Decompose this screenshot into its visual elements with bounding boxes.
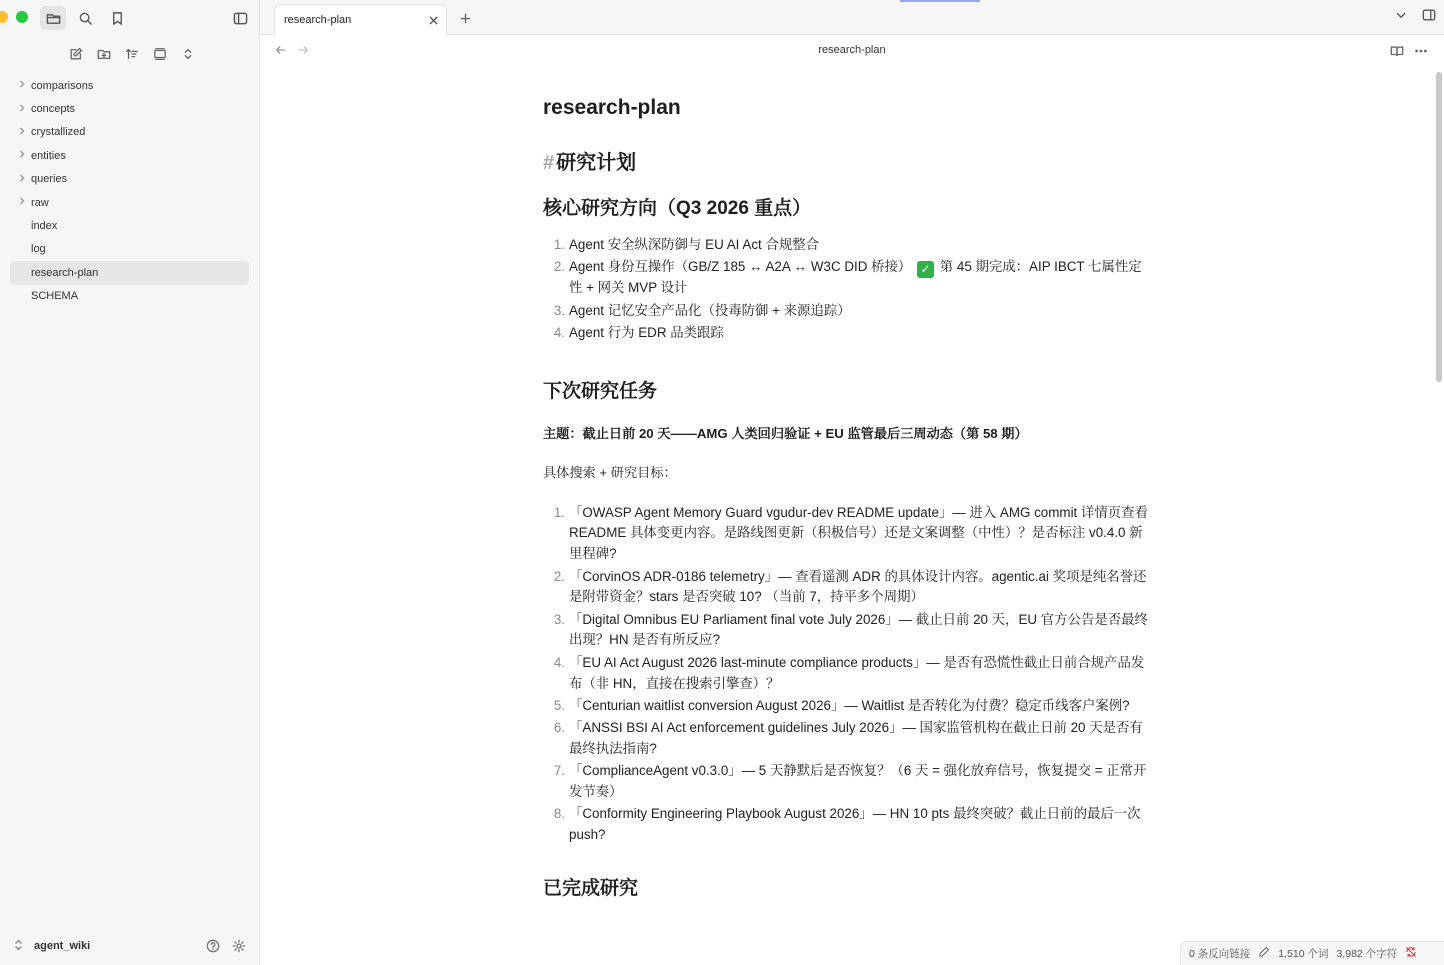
list-number: 6. [553,720,565,736]
tree-item-label: raw [31,196,49,209]
backlinks-count[interactable]: 0 条反向链接 [1189,948,1251,960]
tree-item-label: concepts [31,103,76,116]
chevrons-up-down-icon [14,939,30,954]
list-item-text: Agent 行为 EDR 品类跟踪 [569,324,724,340]
search-tab-button[interactable] [72,6,98,30]
tree-file-index[interactable] [10,214,249,237]
chevron-right-icon [18,174,31,185]
chevron-right-icon [18,150,31,161]
character-count: 3,982 个字符 [1336,948,1398,960]
heading-next-tasks: 下次研究任务 [543,380,658,402]
view-header [260,36,1444,66]
list-item [543,503,1148,565]
folder-icon [46,11,61,26]
expand-collapse-button[interactable] [174,42,201,66]
list-number: 2. [553,568,565,584]
check-mark-icon: ✓ [917,261,934,278]
file-tree [10,74,249,308]
inline-title[interactable]: research-plan [543,96,681,119]
pencil-icon [1258,946,1270,958]
list-number: 1. [553,237,565,252]
tree-file-schema[interactable] [10,285,249,308]
status-bar [1180,941,1444,965]
list-number: 3. [553,302,565,318]
tree-file-log[interactable] [10,238,249,261]
chevron-right-icon [18,197,31,208]
view-title[interactable]: research-plan [818,44,886,56]
list-number: 1. [553,504,565,520]
edit-icon [69,47,83,61]
gear-icon [232,939,246,953]
file-explorer-actions [62,42,201,66]
word-count: 1,510 个词 [1278,948,1329,960]
tree-folder-raw[interactable] [10,191,249,214]
list-item [543,610,1148,652]
vault-name: agent_wiki [34,940,91,952]
list-item-text: 「ANSSI BSI AI Act enforcement guidelines July 2026」— 国家监管机构在截止日前 20 天是否有最终执法指南? [569,720,1143,756]
minimize-button[interactable] [0,11,8,23]
tree-item-label: crystallized [31,126,86,139]
sidebar-left-icon [233,11,248,26]
loading-indicator [900,0,980,2]
sort-icon [125,47,139,61]
list-item [543,696,1148,717]
close-icon [429,16,438,25]
tab-bar [260,0,1444,35]
help-icon [206,939,220,953]
heading-completed-research: 已完成研究 [543,877,639,899]
editor-scrollbar[interactable] [1436,72,1442,382]
chevron-right-icon [18,127,31,138]
more-horizontal-icon [1414,44,1428,58]
list-number: 7. [553,763,565,779]
tree-item-label: comparisons [31,79,94,92]
list-item [543,235,1148,256]
editing-mode-button[interactable] [1258,946,1270,961]
list-item-text: 「ComplianceAgent v0.3.0」— 5 天静默后是否恢复？（6 天 = 强化放弃信号，恢复提交 = 正常开发节奏） [569,763,1147,800]
new-tab-button[interactable] [456,9,474,27]
reading-view-button[interactable] [1390,44,1404,63]
tree-folder-crystallized[interactable] [10,121,249,144]
sync-status-button[interactable] [1405,946,1417,961]
tree-item-label: index [31,220,58,233]
list-number: 4. [553,654,565,670]
list-item [543,653,1148,695]
list-item [543,761,1148,803]
reveal-file-icon [153,47,167,61]
auto-reveal-button[interactable] [146,42,173,66]
list-item [543,567,1148,609]
editor[interactable] [260,66,1444,965]
list-item-text: 「Centurian waitlist conversion August 2026」— Waitlist 是否转化为付费？稳定币线客户案例? [569,697,1130,713]
tab-close-button[interactable] [426,13,440,27]
core-directions-list [543,235,1148,344]
sidebar-tab-icons [40,6,130,30]
list-item-text: Agent 身份互操作（GB/Z 185 ↔ A2A ↔ W3C DID 桥接） [569,259,912,275]
chevron-right-icon [18,80,31,91]
tree-item-label: entities [31,149,66,162]
window-controls [0,11,28,23]
folder-plus-icon [97,47,111,61]
tree-item-label: SCHEMA [31,290,79,303]
list-item [543,718,1148,760]
list-number: 3. [553,611,565,627]
search-icon [78,11,93,26]
help-button[interactable] [203,936,223,956]
files-tab-button[interactable] [40,6,66,30]
heading-hash-marker: # [543,152,555,174]
tree-item-label: log [31,243,46,256]
chevron-down-icon[interactable] [1394,8,1408,22]
zoom-button[interactable] [16,11,28,23]
heading-1-text: 研究计划 [556,152,637,174]
collapse-sidebar-button[interactable] [227,6,253,30]
tree-folder-entities[interactable] [10,144,249,167]
tree-folder-concepts[interactable] [10,97,249,120]
plus-icon [460,13,471,24]
list-number: 4. [553,324,565,340]
vault-switcher[interactable] [0,927,259,965]
tree-file-research-plan[interactable] [10,261,249,284]
list-item [543,301,1148,322]
heading-core-directions: 核心研究方向（Q3 2026 重点） [543,198,812,219]
list-item-text: 「OWASP Agent Memory Guard vgudur-dev README update」— 进入 AMG commit 详情页查看 README 具体变更内容。是路线图更新（积极信号）还是文案调整（中性）？是否标注 v0.4.0 新里程碑? [569,504,1148,562]
tree-item-label: research-plan [31,266,99,279]
intro-paragraph: 具体搜索 + 研究目标： [543,464,677,480]
list-item-text: 「EU AI Act August 2026 last-minute compliance products」— 是否有恐慌性截止日前合规产品发布（非 HN，直接在搜索引擎查）？ [569,654,1145,691]
tree-folder-comparisons[interactable] [10,74,249,97]
list-number: 2. [553,259,565,275]
topic-paragraph: 主题：截止日前 20 天——AMG 人类回归验证 + EU 监管最后三周动态（第 58 期） [543,425,1028,441]
more-options-button[interactable] [1414,44,1428,63]
list-item-text: 「CorvinOS ADR-0186 telemetry」— 查看遥测 ADR 的具体设计内容。agentic.ai 奖项是纯名誉还是附带资金？stars 是否突破 10? （当前 7，持平多个周期） [569,568,1147,605]
list-item [543,804,1148,846]
book-open-icon [1390,44,1404,58]
new-folder-button[interactable] [90,42,117,66]
list-item-text: Agent 记忆安全产品化（投毒防御 + 来源追踪） [569,302,851,318]
tree-folder-queries[interactable] [10,168,249,191]
sidebar-right-icon[interactable] [1422,8,1436,22]
list-number: 8. [553,806,565,822]
chevron-right-icon [18,104,31,115]
sync-off-icon [1405,946,1417,958]
tab-research-plan[interactable] [274,4,447,35]
settings-button[interactable] [229,936,249,956]
list-number: 5. [553,697,565,713]
sort-button[interactable] [118,42,145,66]
bookmark-icon [110,11,125,26]
list-item [543,323,1148,344]
note-content [543,96,1148,901]
list-item-text: 第 45 期完成：AIP IBCT 七属性定性 + 网关 MVP 设计 [569,259,1142,296]
heading-1 [543,146,1148,176]
tab-title: research-plan [284,14,352,26]
chevrons-up-down-icon [181,47,195,61]
bookmarks-tab-button[interactable] [104,6,130,30]
sidebar [0,0,260,965]
list-item [543,257,1148,299]
new-note-button[interactable] [62,42,89,66]
research-tasks-list [543,503,1148,846]
list-item-text: 「Digital Omnibus EU Parliament final vote July 2026」— 截止日前 20 天，EU 官方公告是否最终出现？HN 是否有所反应? [569,611,1148,648]
list-item-text: Agent 安全纵深防御与 EU AI Act 合规整合 [569,237,820,252]
tree-item-label: queries [31,173,68,186]
list-item-text: 「Conformity Engineering Playbook August 2026」— HN 10 pts 最终突破？截止日前的最后一次 push? [569,806,1141,843]
